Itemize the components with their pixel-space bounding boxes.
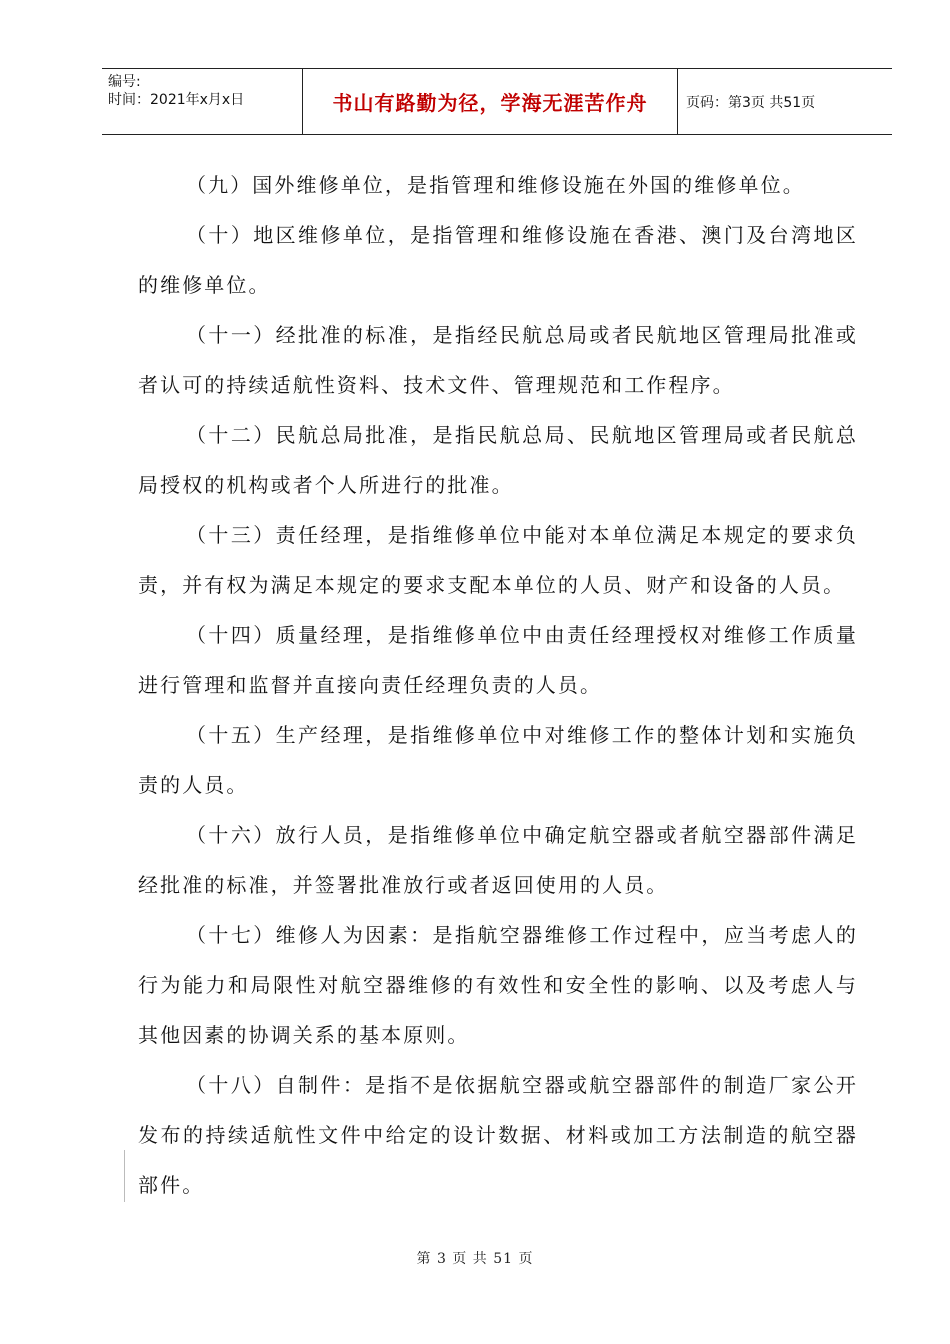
paragraph: （十六）放行人员，是指维修单位中确定航空器或者航空器部件满足经批准的标准，并签署批准放行或者返回使用的人员。 bbox=[138, 823, 858, 897]
footer-page-number: 第 3 页 共 51 页 bbox=[416, 1251, 534, 1267]
time-label: 时间：2021年x月x日 bbox=[108, 92, 245, 108]
paragraph: （十三）责任经理，是指维修单位中能对本单位满足本规定的要求负责，并有权为满足本规定的要求支配本单位的人员、财产和设备的人员。 bbox=[138, 523, 858, 597]
paragraph: （十二）民航总局批准，是指民航总局、民航地区管理局或者民航总局授权的机构或者个人所进行的批准。 bbox=[138, 423, 858, 497]
paragraph: （十一）经批准的标准，是指经民航总局或者民航地区管理局批准或者认可的持续适航性资料、技术文件、管理规范和工作程序。 bbox=[138, 323, 858, 397]
header-motto-cell bbox=[303, 69, 678, 134]
document-body bbox=[138, 160, 858, 1210]
paragraph: （十七）维修人为因素：是指航空器维修工作过程中，应当考虑人的行为能力和局限性对航空器维修的有效性和安全性的影响、以及考虑人与其他因素的协调关系的基本原则。 bbox=[138, 923, 858, 1047]
page-header bbox=[102, 68, 892, 135]
header-meta bbox=[102, 69, 303, 134]
margin-divider bbox=[124, 1150, 125, 1202]
paragraph: （十五）生产经理，是指维修单位中对维修工作的整体计划和实施负责的人员。 bbox=[138, 723, 858, 797]
paragraph: （九）国外维修单位，是指管理和维修设施在外国的维修单位。 bbox=[186, 173, 805, 197]
header-page-info bbox=[678, 69, 892, 134]
page-footer bbox=[0, 1248, 950, 1268]
motto: 书山有路勤为径，学海无涯苦作舟 bbox=[332, 91, 648, 115]
paragraph: （十八）自制件：是指不是依据航空器或航空器部件的制造厂家公开发布的持续适航性文件中给定的设计数据、材料或加工方法制造的航空器部件。 bbox=[138, 1073, 858, 1197]
number-label: 编号: bbox=[108, 74, 141, 90]
paragraph: （十四）质量经理，是指维修单位中由责任经理授权对维修工作质量进行管理和监督并直接向责任经理负责的人员。 bbox=[138, 623, 858, 697]
page-info-label: 页码：第3页 共51页 bbox=[686, 94, 816, 111]
paragraph: （十）地区维修单位，是指管理和维修设施在香港、澳门及台湾地区的维修单位。 bbox=[138, 223, 858, 297]
